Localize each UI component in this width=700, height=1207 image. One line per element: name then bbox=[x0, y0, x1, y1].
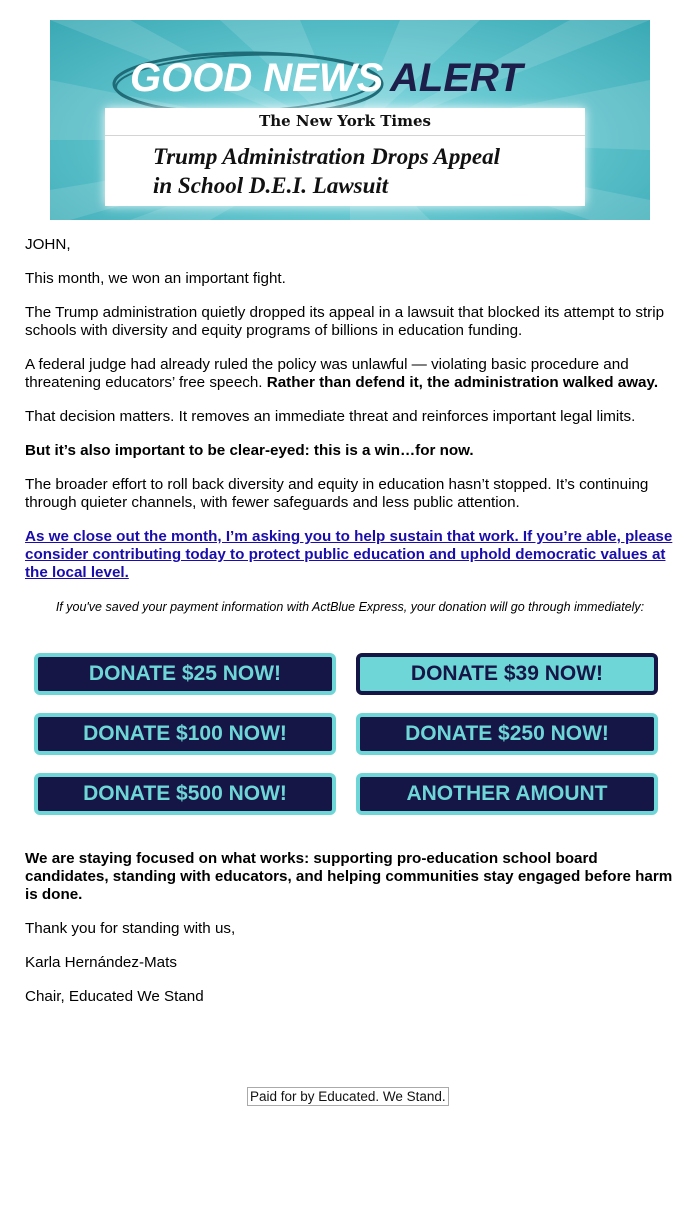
donate-25-button[interactable]: DONATE $25 NOW! bbox=[34, 653, 336, 695]
paragraph-2: The Trump administration quietly dropped its appeal in a lawsuit that blocked its attempt to strip schools with diversity and equity programs of billions in education funding. bbox=[25, 304, 665, 339]
signer-name: Karla Hernández-Mats bbox=[25, 954, 177, 971]
donate-100-button[interactable]: DONATE $100 NOW! bbox=[34, 713, 336, 755]
article-title-line2: in School D.E.I. Lawsuit bbox=[153, 173, 389, 198]
closing-bold-paragraph bbox=[25, 850, 675, 904]
news-clipping bbox=[105, 108, 585, 206]
closing-section bbox=[25, 850, 675, 1022]
paragraph-3-bold: Rather than defend it, the administration walked away. bbox=[266, 374, 659, 391]
donate-500-button[interactable]: DONATE $500 NOW! bbox=[34, 773, 336, 815]
paragraph-3-text: A federal judge had already ruled the policy was unlawful — violating basic procedure and threatening educators’ free speech. bbox=[25, 356, 629, 391]
headline bbox=[50, 50, 650, 110]
greeting: JOHN, bbox=[25, 236, 71, 253]
paragraph-4: That decision matters. It removes an immediate threat and reinforces important legal limits. bbox=[25, 408, 636, 425]
paragraph-6: The broader effort to roll back diversity and equity in education hasn’t stopped. It’s continuing through quieter channels, with fewer safeguards and less public attention. bbox=[25, 476, 649, 511]
actblue-note: If you've saved your payment information with ActBlue Express, your donation will go through immediately: bbox=[55, 600, 645, 614]
publication-logo: The New York Times bbox=[259, 112, 431, 130]
donate-250-button[interactable]: DONATE $250 NOW! bbox=[356, 713, 658, 755]
email-body bbox=[25, 236, 675, 638]
donate-39-button[interactable]: DONATE $39 NOW! bbox=[356, 653, 658, 695]
paragraph-3 bbox=[25, 356, 675, 392]
paragraph-5-bold: But it’s also important to be clear-eyed: this is a win…for now. bbox=[25, 442, 474, 459]
alert-text: ALERT bbox=[390, 56, 523, 100]
donate-link[interactable]: As we close out the month, I’m asking you to help sustain that work. If you’re able, please consider contributing today to protect public education and uphold democratic values at the local level. bbox=[25, 528, 673, 581]
article-headline bbox=[153, 142, 573, 200]
signer-title: Chair, Educated We Stand bbox=[25, 988, 204, 1005]
closing-bold-text: We are staying focused on what works: supporting pro-education school board candidates, standing with educators, and helping communities stay engaged before harm is done. bbox=[25, 850, 673, 903]
thanks-line: Thank you for standing with us, bbox=[25, 920, 236, 937]
paid-for-disclaimer: Paid for by Educated. We Stand. bbox=[247, 1087, 449, 1106]
another-amount-button[interactable]: ANOTHER AMOUNT bbox=[356, 773, 658, 815]
good-news-text: GOOD NEWS bbox=[130, 56, 384, 100]
paragraph-1: This month, we won an important fight. bbox=[25, 270, 286, 287]
divider bbox=[105, 135, 585, 136]
good-news-alert-banner bbox=[50, 20, 650, 220]
paragraph-5 bbox=[25, 442, 675, 460]
article-title-line1: Trump Administration Drops Appeal bbox=[153, 144, 500, 169]
donate-link-paragraph bbox=[25, 528, 675, 582]
